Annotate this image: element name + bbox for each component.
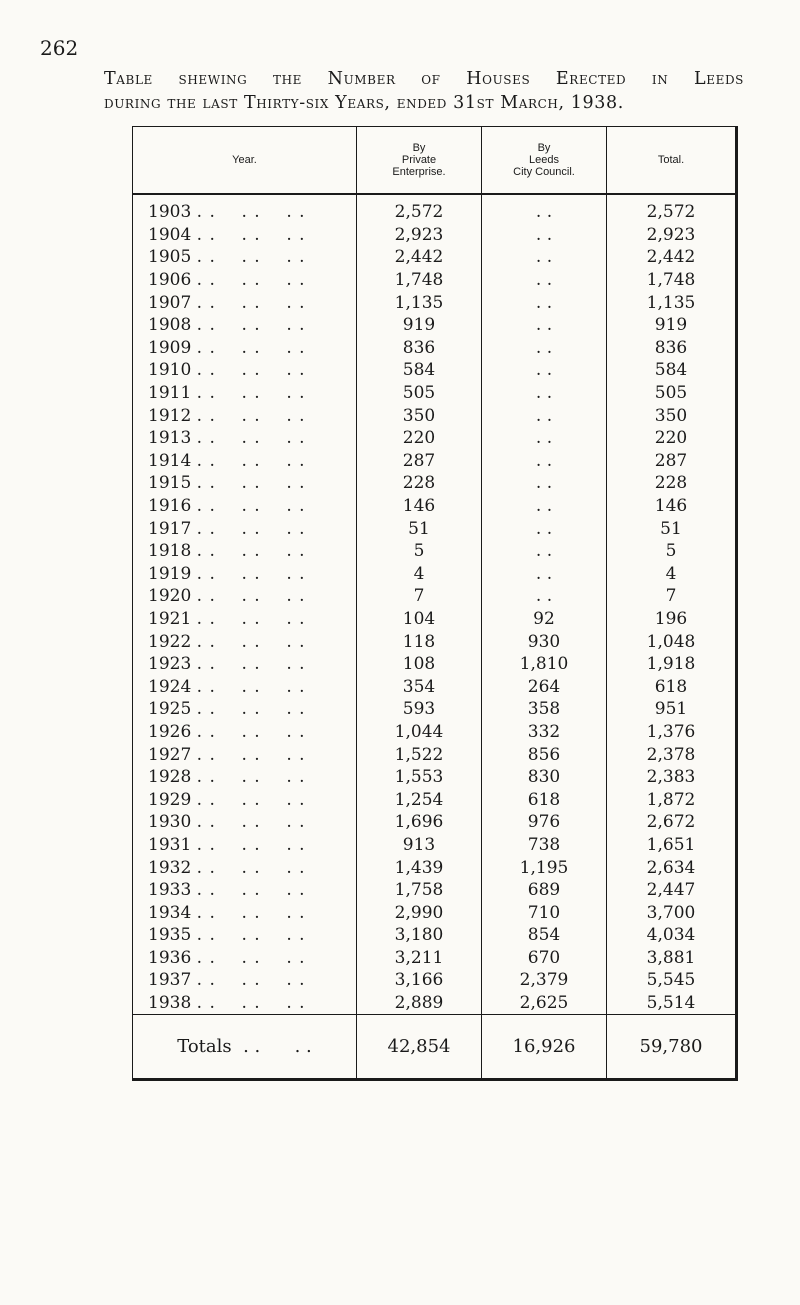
year-value: 1918 xyxy=(148,541,192,562)
city-council-cell: 738 xyxy=(482,834,607,857)
private-enterprise-cell: 118 xyxy=(357,630,482,653)
table-row xyxy=(133,517,737,540)
page-number: 262 xyxy=(40,36,79,60)
total-cell: 2,442 xyxy=(646,247,696,268)
year-value: 1916 xyxy=(148,496,192,517)
table-row xyxy=(133,924,737,947)
leader-dots: . . . . . . xyxy=(196,383,306,404)
private-enterprise-cell: 354 xyxy=(357,675,482,698)
total-cell: 4,034 xyxy=(646,925,696,946)
leader-dots: . . . . . . xyxy=(196,202,306,223)
year-value: 1933 xyxy=(148,880,192,901)
total-cell: 146 xyxy=(654,496,688,517)
year-value: 1907 xyxy=(148,292,192,313)
year-cell xyxy=(133,337,357,360)
leader-dots: . . . . . . xyxy=(196,450,306,471)
city-council-cell: . . xyxy=(482,382,607,405)
city-council-cell: 856 xyxy=(482,743,607,766)
table-row xyxy=(133,608,737,631)
city-council-cell: . . xyxy=(482,540,607,563)
private-enterprise-cell: 2,442 xyxy=(357,246,482,269)
year-value: 1934 xyxy=(148,902,192,923)
header-total: Total. xyxy=(607,127,737,195)
city-council-cell: . . xyxy=(482,563,607,586)
private-enterprise-cell: 1,044 xyxy=(357,721,482,744)
leader-dots: . . . . . . xyxy=(196,608,306,629)
year-cell xyxy=(133,472,357,495)
private-enterprise-cell: 108 xyxy=(357,653,482,676)
city-council-cell: . . xyxy=(482,224,607,247)
year-cell xyxy=(133,766,357,789)
private-enterprise-cell: 913 xyxy=(357,834,482,857)
table-row xyxy=(133,698,737,721)
total-cell: 3,881 xyxy=(646,947,696,968)
private-enterprise-cell: 287 xyxy=(357,450,482,473)
year-value: 1917 xyxy=(148,518,192,539)
total-cell: 2,383 xyxy=(646,767,696,788)
title-line-1: Table shewing the Number of Houses Erected in Leeds xyxy=(104,69,744,89)
leader-dots: . . . . . . xyxy=(196,970,306,991)
year-cell xyxy=(133,246,357,269)
year-value: 1914 xyxy=(148,450,192,471)
year-value: 1928 xyxy=(148,767,192,788)
private-enterprise-cell: 1,522 xyxy=(357,743,482,766)
city-council-cell: 2,379 xyxy=(482,969,607,992)
total-cell: 836 xyxy=(654,337,688,358)
leader-dots: . . . . . . xyxy=(196,360,306,381)
private-enterprise-cell: 104 xyxy=(357,608,482,631)
city-council-cell: . . xyxy=(482,194,607,224)
year-value: 1927 xyxy=(148,744,192,765)
year-cell xyxy=(133,269,357,292)
table-title xyxy=(104,67,744,115)
private-enterprise-cell: 1,696 xyxy=(357,811,482,834)
leader-dots: . . . . . . xyxy=(196,247,306,268)
private-enterprise-cell: 220 xyxy=(357,427,482,450)
table-row xyxy=(133,291,737,314)
private-enterprise-cell: 1,254 xyxy=(357,788,482,811)
year-cell xyxy=(133,969,357,992)
year-value: 1938 xyxy=(148,993,192,1014)
table-row xyxy=(133,194,737,224)
private-enterprise-cell: 350 xyxy=(357,404,482,427)
totals-city: 16,926 xyxy=(482,1015,607,1080)
table-row xyxy=(133,269,737,292)
leader-dots: . . . . . . xyxy=(196,292,306,313)
leader-dots: . . . . . . xyxy=(196,337,306,358)
year-cell xyxy=(133,495,357,518)
leader-dots: . . . . . . xyxy=(196,405,306,426)
year-cell xyxy=(133,856,357,879)
year-cell xyxy=(133,992,357,1015)
city-council-cell: 618 xyxy=(482,788,607,811)
leader-dots: . . . . . . xyxy=(196,631,306,652)
year-value: 1931 xyxy=(148,834,192,855)
leader-dots: . . . . . . xyxy=(196,518,306,539)
year-value: 1911 xyxy=(148,383,192,404)
private-enterprise-cell: 146 xyxy=(357,495,482,518)
header-private-line-2: Private xyxy=(401,154,437,166)
year-cell xyxy=(133,947,357,970)
total-cell: 1,048 xyxy=(646,631,696,652)
city-council-cell: . . xyxy=(482,472,607,495)
city-council-cell: . . xyxy=(482,269,607,292)
year-value: 1909 xyxy=(148,337,192,358)
year-cell xyxy=(133,834,357,857)
private-enterprise-cell: 1,758 xyxy=(357,879,482,902)
private-enterprise-cell: 2,923 xyxy=(357,224,482,247)
year-value: 1913 xyxy=(148,428,192,449)
year-value: 1921 xyxy=(148,608,192,629)
header-year: Year. xyxy=(133,127,357,195)
city-council-cell: 854 xyxy=(482,924,607,947)
table-row xyxy=(133,337,737,360)
year-cell xyxy=(133,427,357,450)
year-cell xyxy=(133,314,357,337)
year-cell xyxy=(133,194,357,224)
leader-dots: . . . . . . xyxy=(196,563,306,584)
year-value: 1930 xyxy=(148,812,192,833)
total-cell: 5 xyxy=(665,541,677,562)
header-private-enterprise xyxy=(357,127,482,195)
total-cell: 2,672 xyxy=(646,812,696,833)
private-enterprise-cell: 2,990 xyxy=(357,901,482,924)
table-row xyxy=(133,472,737,495)
leader-dots: . . . . . . xyxy=(196,270,306,291)
leader-dots: . . . . . . xyxy=(196,902,306,923)
city-council-cell: . . xyxy=(482,359,607,382)
total-cell: 350 xyxy=(654,405,688,426)
year-value: 1908 xyxy=(148,315,192,336)
total-cell: 220 xyxy=(654,428,688,449)
total-cell: 2,572 xyxy=(646,202,696,223)
private-enterprise-cell: 51 xyxy=(357,517,482,540)
leader-dots: . . . . . . xyxy=(196,224,306,245)
total-cell: 3,700 xyxy=(646,902,696,923)
total-cell: 4 xyxy=(665,563,677,584)
total-cell: 618 xyxy=(654,676,688,697)
total-cell: 7 xyxy=(665,586,677,607)
table-row xyxy=(133,585,737,608)
year-value: 1936 xyxy=(148,947,192,968)
table-row xyxy=(133,359,737,382)
private-enterprise-cell: 505 xyxy=(357,382,482,405)
city-council-cell: . . xyxy=(482,246,607,269)
table-row xyxy=(133,788,737,811)
year-value: 1905 xyxy=(148,247,192,268)
total-cell: 51 xyxy=(660,518,682,539)
leader-dots: . . . . . . xyxy=(196,721,306,742)
year-value: 1924 xyxy=(148,676,192,697)
table-row xyxy=(133,675,737,698)
total-cell: 1,651 xyxy=(646,834,696,855)
city-council-cell: 2,625 xyxy=(482,992,607,1015)
leader-dots: . . . . . . xyxy=(196,880,306,901)
table-row xyxy=(133,246,737,269)
private-enterprise-cell: 1,748 xyxy=(357,269,482,292)
year-cell xyxy=(133,608,357,631)
total-cell: 5,545 xyxy=(646,970,696,991)
table-row xyxy=(133,563,737,586)
table-row xyxy=(133,992,737,1015)
city-council-cell: 930 xyxy=(482,630,607,653)
table-row xyxy=(133,630,737,653)
leader-dots: . . . . . . xyxy=(196,744,306,765)
year-value: 1915 xyxy=(148,473,192,494)
year-value: 1920 xyxy=(148,586,192,607)
header-city-line-2: Leeds xyxy=(529,154,559,166)
city-council-cell: . . xyxy=(482,585,607,608)
city-council-cell: 332 xyxy=(482,721,607,744)
year-value: 1932 xyxy=(148,857,192,878)
city-council-cell: . . xyxy=(482,314,607,337)
leader-dots: . . . . . . xyxy=(196,947,306,968)
year-value: 1906 xyxy=(148,270,192,291)
leader-dots: . . . . . . xyxy=(196,812,306,833)
header-private-line-3: Enterprise. xyxy=(392,166,446,178)
year-cell xyxy=(133,224,357,247)
table-row xyxy=(133,834,737,857)
year-cell xyxy=(133,450,357,473)
total-cell: 584 xyxy=(654,360,688,381)
city-council-cell: . . xyxy=(482,517,607,540)
year-cell xyxy=(133,291,357,314)
table-row xyxy=(133,811,737,834)
private-enterprise-cell: 584 xyxy=(357,359,482,382)
header-city-council xyxy=(482,127,607,195)
table-header-row xyxy=(133,127,737,195)
leader-dots: . . . . . . xyxy=(196,676,306,697)
year-cell xyxy=(133,382,357,405)
table-row xyxy=(133,427,737,450)
leader-dots: . . . . . . xyxy=(196,993,306,1014)
year-cell xyxy=(133,653,357,676)
table-row xyxy=(133,495,737,518)
total-cell: 1,872 xyxy=(646,789,696,810)
city-council-cell: 976 xyxy=(482,811,607,834)
table-row xyxy=(133,743,737,766)
total-cell: 2,634 xyxy=(646,857,696,878)
table-row xyxy=(133,382,737,405)
table-row xyxy=(133,450,737,473)
table-row xyxy=(133,766,737,789)
year-cell xyxy=(133,585,357,608)
city-council-cell: 1,810 xyxy=(482,653,607,676)
private-enterprise-cell: 3,166 xyxy=(357,969,482,992)
year-value: 1929 xyxy=(148,789,192,810)
table-row xyxy=(133,540,737,563)
leader-dots: . . . . . . xyxy=(196,473,306,494)
year-cell xyxy=(133,811,357,834)
leader-dots: . . . . . . xyxy=(196,767,306,788)
table-row xyxy=(133,314,737,337)
year-value: 1925 xyxy=(148,699,192,720)
table-row xyxy=(133,721,737,744)
private-enterprise-cell: 593 xyxy=(357,698,482,721)
total-cell: 287 xyxy=(654,450,688,471)
year-value: 1912 xyxy=(148,405,192,426)
totals-private: 42,854 xyxy=(357,1015,482,1080)
total-cell: 1,135 xyxy=(646,292,696,313)
total-cell: 196 xyxy=(654,608,688,629)
year-cell xyxy=(133,517,357,540)
total-cell: 228 xyxy=(654,473,688,494)
city-council-cell: 1,195 xyxy=(482,856,607,879)
city-council-cell: 710 xyxy=(482,901,607,924)
private-enterprise-cell: 2,889 xyxy=(357,992,482,1015)
total-cell: 505 xyxy=(654,383,688,404)
leader-dots: . . . . . . xyxy=(196,586,306,607)
city-council-cell: . . xyxy=(482,404,607,427)
table-row xyxy=(133,856,737,879)
year-cell xyxy=(133,788,357,811)
leader-dots: . . . . . . xyxy=(196,315,306,336)
leader-dots: . . . . . . xyxy=(196,496,306,517)
leader-dots: . . . . . . xyxy=(196,541,306,562)
private-enterprise-cell: 836 xyxy=(357,337,482,360)
houses-erected-table xyxy=(132,126,738,1081)
year-cell xyxy=(133,721,357,744)
leader-dots: . . . . . . xyxy=(196,654,306,675)
city-council-cell: 358 xyxy=(482,698,607,721)
year-cell xyxy=(133,924,357,947)
totals-total: 59,780 xyxy=(607,1015,737,1080)
city-council-cell: 92 xyxy=(482,608,607,631)
private-enterprise-cell: 1,439 xyxy=(357,856,482,879)
year-value: 1937 xyxy=(148,970,192,991)
total-cell: 2,923 xyxy=(646,224,696,245)
year-value: 1919 xyxy=(148,563,192,584)
private-enterprise-cell: 1,135 xyxy=(357,291,482,314)
table-body xyxy=(133,194,737,1015)
leader-dots: . . . . . . xyxy=(196,789,306,810)
city-council-cell: 264 xyxy=(482,675,607,698)
header-city-line-3: City Council. xyxy=(513,166,575,178)
table-row xyxy=(133,224,737,247)
leader-dots: . . . . . . xyxy=(196,834,306,855)
total-cell: 2,447 xyxy=(646,880,696,901)
year-value: 1910 xyxy=(148,360,192,381)
year-cell xyxy=(133,359,357,382)
city-council-cell: 830 xyxy=(482,766,607,789)
private-enterprise-cell: 1,553 xyxy=(357,766,482,789)
city-council-cell: . . xyxy=(482,337,607,360)
table-row xyxy=(133,404,737,427)
table-row xyxy=(133,879,737,902)
header-city-line-1: By xyxy=(537,142,551,154)
year-cell xyxy=(133,698,357,721)
city-council-cell: . . xyxy=(482,427,607,450)
city-council-cell: . . xyxy=(482,450,607,473)
year-value: 1926 xyxy=(148,721,192,742)
table-row xyxy=(133,653,737,676)
year-cell xyxy=(133,630,357,653)
year-value: 1904 xyxy=(148,224,192,245)
leader-dots: . . . . . . xyxy=(196,699,306,720)
private-enterprise-cell: 3,211 xyxy=(357,947,482,970)
leader-dots: . . . . . . xyxy=(196,857,306,878)
leader-dots: . . . . . . xyxy=(196,428,306,449)
private-enterprise-cell: 3,180 xyxy=(357,924,482,947)
total-cell: 2,378 xyxy=(646,744,696,765)
totals-label: Totals . . . . xyxy=(133,1015,357,1080)
total-cell: 951 xyxy=(654,699,688,720)
table-row xyxy=(133,947,737,970)
city-council-cell: . . xyxy=(482,495,607,518)
year-value: 1903 xyxy=(148,202,192,223)
year-cell xyxy=(133,540,357,563)
year-cell xyxy=(133,404,357,427)
leader-dots: . . . . . . xyxy=(196,925,306,946)
year-value: 1935 xyxy=(148,925,192,946)
total-cell: 1,748 xyxy=(646,270,696,291)
private-enterprise-cell: 2,572 xyxy=(357,194,482,224)
table-row xyxy=(133,901,737,924)
total-cell: 5,514 xyxy=(646,993,696,1014)
title-line-2: during the last Thirty-six Years, ended 31st March, 1938. xyxy=(104,93,624,113)
table-row xyxy=(133,969,737,992)
total-cell: 1,376 xyxy=(646,721,696,742)
year-cell xyxy=(133,901,357,924)
total-cell: 919 xyxy=(654,315,688,336)
private-enterprise-cell: 5 xyxy=(357,540,482,563)
private-enterprise-cell: 228 xyxy=(357,472,482,495)
year-cell xyxy=(133,563,357,586)
city-council-cell: 689 xyxy=(482,879,607,902)
total-cell: 1,918 xyxy=(646,654,696,675)
private-enterprise-cell: 7 xyxy=(357,585,482,608)
city-council-cell: . . xyxy=(482,291,607,314)
city-council-cell: 670 xyxy=(482,947,607,970)
private-enterprise-cell: 919 xyxy=(357,314,482,337)
year-value: 1922 xyxy=(148,631,192,652)
year-cell xyxy=(133,675,357,698)
year-value: 1923 xyxy=(148,654,192,675)
year-cell xyxy=(133,879,357,902)
header-private-line-1: By xyxy=(412,142,426,154)
totals-row xyxy=(133,1015,737,1080)
private-enterprise-cell: 4 xyxy=(357,563,482,586)
year-cell xyxy=(133,743,357,766)
